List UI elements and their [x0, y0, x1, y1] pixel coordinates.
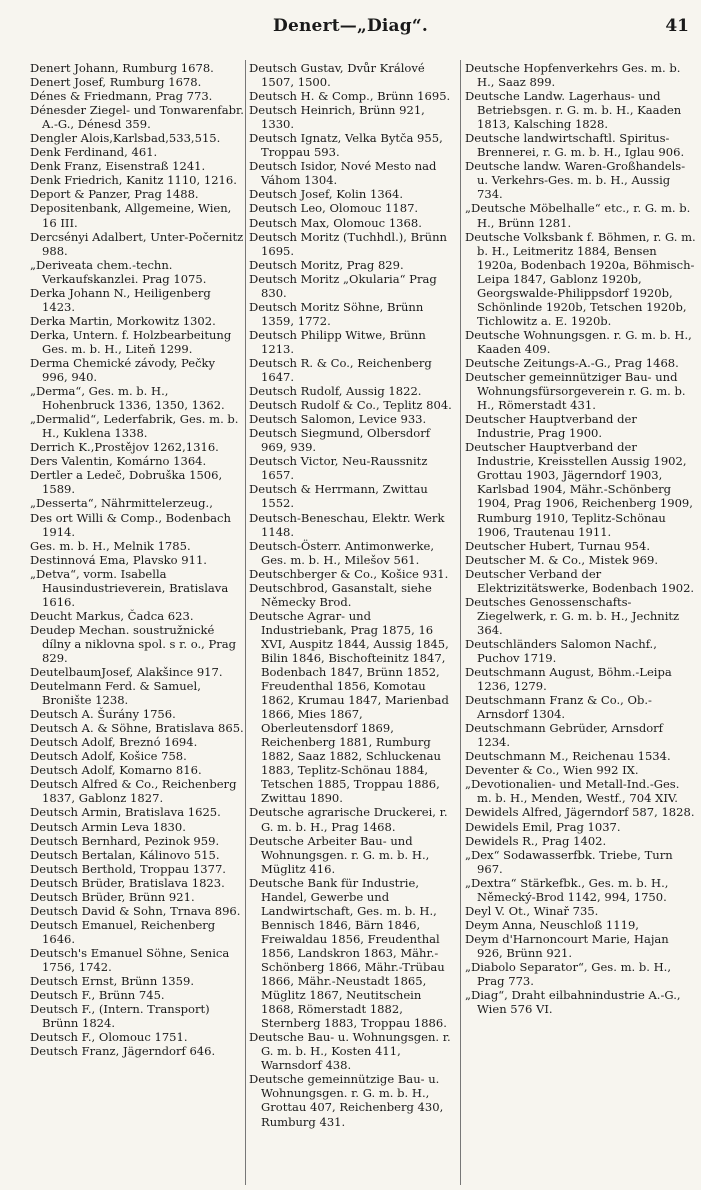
directory-entry: „Deriveata chem.-techn. Verkaufskanzlei. Prag 1075.: [30, 257, 207, 286]
directory-entry: Deutsche Volksbank f. Böhmen, r. G. m. b. H., Leitmeritz 1884, Bensen 1920a, Bodenbach 1920a, Böhmisch-Leipa 1847, Gablonz 1920b, Georgswalde-Philippsdorf 1920b, Schönlinde 1920b, Tetschen 1920b, Tichlowitz a. E. 1920b.: [465, 229, 696, 328]
directory-entry: Deudep Mechan. soustružnické dílny a niklovna spol. s r. o., Prag 829.: [30, 622, 237, 665]
directory-entry: Deutsch David & Sohn, Trnava 896.: [30, 903, 241, 918]
directory-entry: Deutsches Genossenschafts-Ziegelwerk, r. G. m. b. H., Jechnitz 364.: [465, 594, 680, 637]
directory-entry: „Dextra“ Stärkefbk., Ges. m. b. H., Německý-Brod 1142, 994, 1750.: [465, 875, 669, 904]
directory-entry: Des ort Willi & Comp., Bodenbach 1914.: [30, 510, 231, 539]
directory-entry: Deutsch H. & Comp., Brünn 1695.: [249, 89, 451, 104]
directory-entry: Deutsch Armin Leva 1830.: [30, 819, 186, 834]
directory-entry: Deutsch Siegmund, Olbersdorf 969, 939.: [249, 426, 431, 455]
directory-entry: „Dermalid“, Lederfabrik, Ges. m. b. H., Kuklena 1338.: [30, 412, 239, 441]
directory-entry: Deutschmann August, Böhm.-Leipa 1236, 1279.: [465, 665, 672, 694]
directory-entry: Deutsch Ignatz, Velka Bytča 955, Troppau 593.: [249, 131, 443, 160]
directory-entry: Deutsch Leo, Olomouc 1187.: [249, 201, 419, 216]
directory-entry: Deym d'Harnoncourt Marie, Hajan 926, Brünn 921.: [465, 931, 669, 960]
directory-entry: Dercsényi Adalbert, Unter-Počernitz 988.: [30, 229, 244, 258]
directory-entry: Derka, Untern. f. Holzbearbeitung Ges. m. b. H., Liteň 1299.: [30, 327, 232, 356]
directory-entry: Derrich K.,Prostějov 1262,1316.: [30, 440, 219, 455]
directory-entry: Ders Valentin, Komárno 1364.: [30, 454, 207, 469]
directory-entry: Deym Anna, Neuschloß 1119,: [465, 917, 639, 932]
directory-entry: Deutsch Philipp Witwe, Brünn 1213.: [249, 327, 426, 356]
directory-entry: Deutsche Zeitungs-A.-G., Prag 1468.: [465, 355, 679, 370]
directory-entry: Deyl V. Ot., Winař 735.: [465, 903, 599, 918]
directory-entry: Deutschberger & Co., Košice 931.: [249, 566, 449, 581]
directory-entry: Deutsch Emanuel, Reichenberg 1646.: [30, 917, 216, 946]
directory-entry: Derka Martin, Morkowitz 1302.: [30, 313, 216, 328]
directory-entry: Deutscher gemeinnütziger Bau- und Wohnungsfürsorgeverein r. G. m. b. H., Römerstadt 431.: [465, 370, 686, 413]
directory-entry: Deutscher Hauptverband der Industrie, Kreisstellen Aussig 1902, Grottau 1903, Jägerndorf 1903, Karlsbad 1904, Mähr.-Schönberg 1904, Prag 1906, Reichenberg 1909, Rumburg 1910, Teplitz-Schönau 1906, Trautenau 1911.: [465, 440, 693, 539]
directory-entry: Deutschbrod, Gasanstalt, siehe Německy Brod.: [249, 580, 432, 609]
directory-entry: Deutsch Rudolf, Aussig 1822.: [249, 384, 422, 399]
directory-entry: Dewidels Alfred, Jägerndorf 587, 1828.: [465, 805, 695, 820]
directory-entry: Deutsch Moritz „Okularia“ Prag 830.: [249, 271, 437, 300]
directory-entry: Deutsch Bertalan, Kálinovo 515.: [30, 847, 220, 862]
directory-entry: Dénes & Friedmann, Prag 773.: [30, 89, 213, 104]
directory-entry: Derka Johann N., Heiligenberg 1423.: [30, 285, 211, 314]
directory-entry: Deutsche Hopfenverkehrs Ges. m. b. H., Saaz 899.: [465, 61, 681, 90]
directory-entry: DeutelbaumJosef, Alakšince 917.: [30, 665, 223, 680]
directory-entry: Deutsch Salomon, Levice 933.: [249, 412, 427, 427]
directory-entry: „Devotionalien- und Metall-Ind.-Ges. m. b. H., Menden, Westf., 704 XIV.: [465, 777, 680, 806]
directory-entry: „Derma“, Ges. m. b. H., Hohenbruck 1336, 1350, 1362.: [30, 384, 225, 413]
directory-entry: Deutsch Franz, Jägerndorf 646.: [30, 1044, 216, 1059]
directory-entry: Derma Chemické závody, Pečky 996, 940.: [30, 355, 216, 385]
directory-entry: Dengler Alois,Karlsbad,533,515.: [30, 131, 221, 146]
directory-entry: „Diag“, Draht eilbahnindustrie A.-G., Wien 576 VI.: [465, 988, 681, 1017]
directory-entry: „Diabolo Separator“, Ges. m. b. H., Prag 773.: [465, 960, 672, 989]
directory-entry: Deutschmann Gebrüder, Arnsdorf 1234.: [465, 721, 663, 750]
directory-entry: Deutsch Victor, Neu-Raussnitz 1657.: [249, 454, 428, 483]
directory-entry: Deutsch Rudolf & Co., Teplitz 804.: [249, 398, 452, 413]
directory-entry: Deutsch's Emanuel Söhne, Senica 1756, 1742.: [30, 945, 230, 974]
directory-entry: Deutsch Adolf, Breznó 1694.: [30, 735, 198, 750]
directory-entry: Deutsch F., (Intern. Transport) Brünn 1824.: [30, 1002, 210, 1031]
directory-entry: Denert Johann, Rumburg 1678.: [30, 61, 214, 75]
directory-entry: Deutsch Max, Olomouc 1368.: [249, 215, 422, 230]
directory-entry: Deutsch Adolf, Košice 758.: [30, 749, 187, 764]
directory-entry: Deutschländers Salomon Nachf., Puchov 1719.: [465, 636, 657, 665]
directory-entry: Deutsche gemeinnützige Bau- u. Wohnungsgen. r. G. m. b. H., Grottau 407, Reichenberg 430, Rumburg 431.: [249, 1072, 444, 1129]
directory-entry: Deucht Markus, Čadca 623.: [30, 608, 194, 623]
directory-entry: Deutsche Landw. Lagerhaus- und Betriebsgen. r. G. m. b. H., Kaaden 1813, Kalsching 1828.: [465, 89, 682, 132]
directory-entry: Deutsch Armin, Bratislava 1625.: [30, 805, 221, 820]
directory-entry: Deutsch A. Šurány 1756.: [30, 707, 176, 722]
directory-entry: Depositenbank, Allgemeine, Wien, 16 III.: [30, 201, 232, 230]
directory-entry: Deutscher Hauptverband der Industrie, Prag 1900.: [465, 412, 637, 441]
directory-entry: Dewidels Emil, Prag 1037.: [465, 819, 621, 834]
directory-entry: Deutsch Bernhard, Pezinok 959.: [30, 833, 220, 848]
directory-entry: Deutsch Ernst, Brünn 1359.: [30, 974, 195, 989]
directory-entry: Deutschmann M., Reichenau 1534.: [465, 749, 671, 764]
directory-entry: Deutsche landwirtschaftl. Spiritus-Brennerei, r. G. m. b. H., Iglau 906.: [465, 131, 685, 160]
directory-entry: Deutsch-Beneschau, Elektr. Werk 1148.: [249, 510, 445, 539]
directory-entry: Denk Friedrich, Kanitz 1110, 1216.: [30, 173, 237, 188]
directory-entry: Deutsch Heinrich, Brünn 921, 1330.: [249, 103, 425, 132]
directory-entry: Denert Josef, Rumburg 1678.: [30, 75, 202, 90]
directory-entry: Destinnová Ema, Plavsko 911.: [30, 552, 207, 567]
page-title: Denert—„Diag“.: [273, 16, 428, 36]
directory-entry: Deutsch Gustav, Dvůr Králové 1507, 1500.: [249, 61, 425, 90]
directory-entry: Deutscher Hubert, Turnau 954.: [465, 538, 651, 553]
directory-column-3: [465, 61, 697, 1185]
directory-entry: Deventer & Co., Wien 992 IX.: [465, 763, 639, 778]
directory-entry: „Deutsche Möbelhalle“ etc., r. G. m. b. H., Brünn 1281.: [465, 201, 691, 230]
directory-entry: Deutelmann Ferd. & Samuel, Bronište 1238.: [30, 679, 201, 708]
directory-entry: Deutsche landw. Waren-Großhandels- u. Verkehrs-Ges. m. b. H., Aussig 734.: [465, 159, 686, 202]
directory-entry: Deutsche agrarische Druckerei, r. G. m. b. H., Prag 1468.: [249, 805, 448, 834]
directory-entry: Deutsche Wohnungsgen. r. G. m. b. H., Kaaden 409.: [465, 327, 692, 356]
directory-entry: Ges. m. b. H., Melnik 1785.: [30, 538, 191, 553]
directory-entry: Dertler a Ledeč, Dobruška 1506, 1589.: [30, 468, 223, 497]
directory-entry: Deutsch-Österr. Antimonwerke, Ges. m. b. H., Milešov 561.: [249, 538, 435, 567]
directory-entry: Denk Ferdinand, 461.: [30, 145, 158, 160]
directory-entry: „Dex“ Sodawasserfbk. Triebe, Turn 967.: [465, 847, 673, 876]
directory-column-1: [30, 61, 244, 1185]
directory-entry: Deutscher M. & Co., Mistek 969.: [465, 552, 659, 567]
directory-entry: Deutsche Bank für Industrie, Handel, Gewerbe und Landwirtschaft, Ges. m. b. H., Bennisch 1846, Bärn 1846, Freiwaldau 1856, Freudenthal 1856, Landskron 1863, Mähr.-Schönberg 1866, Mähr.-Trübau 1866, Mähr.-Neustadt 1865, Müglitz 1867, Neutitschein 1868, Römerstadt 1882, Sternberg 1883, Troppau 1886.: [249, 875, 447, 1031]
column-divider: [245, 60, 246, 1185]
directory-entry: Deutsch F., Olomouc 1751.: [30, 1030, 188, 1045]
directory-entry: Deutsch Brüder, Brünn 921.: [30, 889, 195, 904]
directory-entry: Deport & Panzer, Prag 1488.: [30, 187, 199, 202]
directory-entry: Deutsch Isidor, Nové Mesto nad Váhom 1304.: [249, 159, 437, 188]
directory-entry: Denk Franz, Eisenstraß 1241.: [30, 159, 206, 174]
directory-entry: „Desserta“, Nährmittelerzeug.,: [30, 496, 213, 511]
directory-column-2: [249, 61, 458, 1185]
directory-entry: Deutsche Bau- u. Wohnungsgen. r. G. m. b. H., Kosten 411, Warnsdorf 438.: [249, 1030, 451, 1073]
directory-entry: Deutsche Agrar- und Industriebank, Prag 1875, 16 XVI, Auspitz 1844, Aussig 1845, Bilin 1846, Bischofteinitz 1847, Bodenbach 1847, Brünn 1852, Freudenthal 1856, Komotau 1862, Krumau 1847, Marienbad 1866, Mies 1867, Oberleutensdorf 1869, Reichenberg 1881, Rumburg 1882, Saaz 1882, Schluckenau 1883, Teplitz-Schönau 1884, Tetschen 1885, Troppau 1886, Zwittau 1890.: [249, 608, 449, 806]
page-header: [0, 8, 701, 48]
directory-entry: Dewidels R., Prag 1402.: [465, 833, 607, 848]
directory-entry: Deutsch & Herrmann, Zwittau 1552.: [249, 482, 428, 511]
directory-entry: Deutsche Arbeiter Bau- und Wohnungsgen. r. G. m. b. H., Müglitz 416.: [249, 833, 430, 876]
directory-entry: Deutsch Adolf, Komarno 816.: [30, 763, 202, 778]
directory-entry: Deutsch Josef, Kolin 1364.: [249, 187, 404, 202]
directory-entry: Deutsch F., Brünn 745.: [30, 988, 165, 1003]
directory-entry: Deutsch Brüder, Bratislava 1823.: [30, 875, 225, 890]
directory-entry: Deutschmann Franz & Co., Ob.-Arnsdorf 1304.: [465, 693, 652, 722]
directory-entry: „Detva“, vorm. Isabella Hausindustrieverein, Bratislava 1616.: [30, 566, 229, 609]
page-number: 41: [665, 16, 689, 36]
directory-entry: Deutsch Alfred & Co., Reichenberg 1837, Gablonz 1827.: [30, 777, 237, 806]
directory-entry: Dénesder Ziegel- und Tonwarenfabr. A.-G., Dénesd 359.: [30, 103, 244, 132]
directory-entry: Deutsch A. & Söhne, Bratislava 865.: [30, 721, 244, 736]
directory-entry: Deutsch R. & Co., Reichenberg 1647.: [249, 355, 432, 385]
directory-entry: Deutsch Moritz Söhne, Brünn 1359, 1772.: [249, 299, 424, 328]
directory-entry: Deutscher Verband der Elektrizitätswerke, Bodenbach 1902.: [465, 566, 695, 595]
directory-entry: Deutsch Moritz (Tuchhdl.), Brünn 1695.: [249, 229, 447, 258]
directory-entry: Deutsch Berthold, Troppau 1377.: [30, 861, 226, 876]
column-divider: [460, 60, 461, 1185]
directory-entry: Deutsch Moritz, Prag 829.: [249, 257, 404, 272]
